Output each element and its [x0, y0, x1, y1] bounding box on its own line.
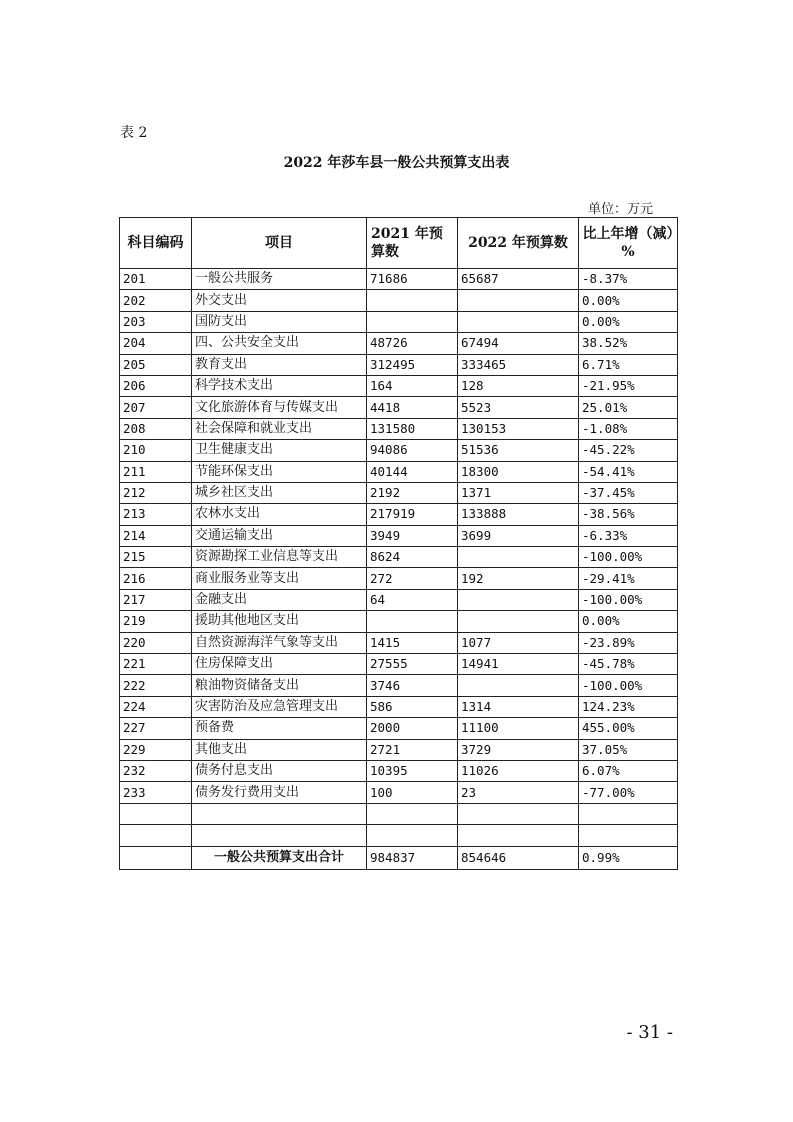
budget-2021-cell: 2000 — [367, 718, 458, 739]
budget-2022-cell: 51536 — [458, 440, 579, 461]
budget-2021-cell: 64 — [367, 589, 458, 610]
table-row — [120, 525, 678, 546]
change-cell: -29.41% — [579, 568, 678, 589]
budget-2021-cell: 10395 — [367, 760, 458, 781]
item-cell — [192, 825, 367, 846]
total-code-cell — [120, 846, 192, 869]
budget-2022-cell — [458, 803, 579, 824]
table-row — [120, 739, 678, 760]
total-2022: 854646 — [458, 846, 579, 869]
budget-2022-cell: 333465 — [458, 354, 579, 375]
code-cell: 205 — [120, 354, 192, 375]
code-cell — [120, 825, 192, 846]
code-cell: 216 — [120, 568, 192, 589]
code-cell: 206 — [120, 375, 192, 396]
change-cell: 37.05% — [579, 739, 678, 760]
budget-2021-cell: 94086 — [367, 440, 458, 461]
change-cell — [579, 825, 678, 846]
change-cell: -100.00% — [579, 547, 678, 568]
budget-2022-cell: 128 — [458, 375, 579, 396]
change-cell: 38.52% — [579, 333, 678, 354]
item-cell: 文化旅游体育与传媒支出 — [192, 397, 367, 418]
table-row — [120, 547, 678, 568]
item-cell: 农林水支出 — [192, 504, 367, 525]
code-cell: 227 — [120, 718, 192, 739]
budget-2021-cell: 1415 — [367, 632, 458, 653]
item-cell: 债务付息支出 — [192, 760, 367, 781]
code-cell: 213 — [120, 504, 192, 525]
change-cell: -45.78% — [579, 654, 678, 675]
change-cell: -54.41% — [579, 461, 678, 482]
total-2021: 984837 — [367, 846, 458, 869]
table-label: 表 2 — [120, 125, 148, 141]
budget-2021-cell: 2192 — [367, 482, 458, 503]
code-cell: 201 — [120, 269, 192, 290]
item-cell: 金融支出 — [192, 589, 367, 610]
change-cell: -37.45% — [579, 482, 678, 503]
item-cell: 住房保障支出 — [192, 654, 367, 675]
budget-2021-cell: 164 — [367, 375, 458, 396]
col-header-item: 项目 — [192, 218, 367, 269]
table-row — [120, 440, 678, 461]
budget-2021-cell: 8624 — [367, 547, 458, 568]
table-row — [120, 333, 678, 354]
budget-2022-cell: 5523 — [458, 397, 579, 418]
item-cell: 教育支出 — [192, 354, 367, 375]
item-cell: 债务发行费用支出 — [192, 782, 367, 803]
col-header-code: 科目编码 — [120, 218, 192, 269]
item-cell: 其他支出 — [192, 739, 367, 760]
code-cell: 232 — [120, 760, 192, 781]
code-cell: 217 — [120, 589, 192, 610]
budget-2022-cell — [458, 589, 579, 610]
table-row — [120, 418, 678, 439]
page-number: - 31 - — [626, 1022, 673, 1043]
item-cell: 四、公共安全支出 — [192, 333, 367, 354]
table-row — [120, 675, 678, 696]
budget-2022-cell: 11026 — [458, 760, 579, 781]
change-cell: 455.00% — [579, 718, 678, 739]
budget-2021-cell — [367, 803, 458, 824]
change-cell: -21.95% — [579, 375, 678, 396]
change-cell: 0.00% — [579, 290, 678, 311]
code-cell: 229 — [120, 739, 192, 760]
budget-2022-cell: 14941 — [458, 654, 579, 675]
table-row — [120, 311, 678, 332]
code-cell: 214 — [120, 525, 192, 546]
table-row — [120, 803, 678, 824]
unit-label: 单位：万元 — [587, 202, 653, 217]
code-cell: 203 — [120, 311, 192, 332]
code-cell: 215 — [120, 547, 192, 568]
item-cell — [192, 803, 367, 824]
table-row — [120, 825, 678, 846]
budget-2021-cell — [367, 611, 458, 632]
item-cell: 科学技术支出 — [192, 375, 367, 396]
code-cell: 219 — [120, 611, 192, 632]
change-cell: -38.56% — [579, 504, 678, 525]
item-cell: 自然资源海洋气象等支出 — [192, 632, 367, 653]
budget-2022-cell — [458, 547, 579, 568]
change-cell: -23.89% — [579, 632, 678, 653]
code-cell: 210 — [120, 440, 192, 461]
budget-2022-cell: 133888 — [458, 504, 579, 525]
table-row — [120, 782, 678, 803]
table-row — [120, 269, 678, 290]
item-cell: 节能环保支出 — [192, 461, 367, 482]
item-cell: 灾害防治及应急管理支出 — [192, 696, 367, 717]
col-header-2021: 2021 年预算数 — [367, 218, 458, 269]
budget-2022-cell: 130153 — [458, 418, 579, 439]
table-row — [120, 375, 678, 396]
table-row — [120, 611, 678, 632]
total-change: 0.99% — [579, 846, 678, 869]
budget-2022-cell — [458, 825, 579, 846]
budget-2021-cell: 312495 — [367, 354, 458, 375]
code-cell: 202 — [120, 290, 192, 311]
budget-2021-cell: 3746 — [367, 675, 458, 696]
table-row — [120, 632, 678, 653]
budget-2021-cell: 4418 — [367, 397, 458, 418]
change-cell: -8.37% — [579, 269, 678, 290]
code-cell: 222 — [120, 675, 192, 696]
change-cell: -1.08% — [579, 418, 678, 439]
change-cell: 0.00% — [579, 611, 678, 632]
col-header-2022: 2022 年预算数 — [458, 218, 579, 269]
budget-2022-cell: 1077 — [458, 632, 579, 653]
budget-2022-cell: 67494 — [458, 333, 579, 354]
budget-2021-cell: 71686 — [367, 269, 458, 290]
col-header-change: 比上年增（减）% — [579, 218, 678, 269]
budget-2022-cell: 1371 — [458, 482, 579, 503]
table-row — [120, 589, 678, 610]
item-cell: 外交支出 — [192, 290, 367, 311]
budget-table — [119, 217, 678, 870]
budget-2022-cell: 11100 — [458, 718, 579, 739]
change-cell: -100.00% — [579, 675, 678, 696]
change-cell: -100.00% — [579, 589, 678, 610]
item-cell: 粮油物资储备支出 — [192, 675, 367, 696]
budget-2022-cell: 192 — [458, 568, 579, 589]
total-row — [120, 846, 678, 869]
budget-2021-cell — [367, 825, 458, 846]
change-cell: 6.71% — [579, 354, 678, 375]
item-cell: 预备费 — [192, 718, 367, 739]
budget-2022-cell: 23 — [458, 782, 579, 803]
header-row — [120, 218, 678, 269]
budget-2021-cell: 272 — [367, 568, 458, 589]
code-cell: 204 — [120, 333, 192, 354]
code-cell — [120, 803, 192, 824]
total-label: 一般公共预算支出合计 — [192, 846, 367, 869]
budget-2021-cell: 27555 — [367, 654, 458, 675]
item-cell: 国防支出 — [192, 311, 367, 332]
change-cell — [579, 803, 678, 824]
budget-2022-cell — [458, 675, 579, 696]
budget-2021-cell: 217919 — [367, 504, 458, 525]
budget-2021-cell: 100 — [367, 782, 458, 803]
budget-2022-cell: 1314 — [458, 696, 579, 717]
change-cell: 25.01% — [579, 397, 678, 418]
change-cell: 124.23% — [579, 696, 678, 717]
change-cell: -6.33% — [579, 525, 678, 546]
table-row — [120, 718, 678, 739]
code-cell: 211 — [120, 461, 192, 482]
budget-2021-cell: 48726 — [367, 333, 458, 354]
table-row — [120, 654, 678, 675]
change-cell: -45.22% — [579, 440, 678, 461]
item-cell: 交通运输支出 — [192, 525, 367, 546]
budget-2022-cell — [458, 290, 579, 311]
table-row — [120, 354, 678, 375]
budget-2021-cell: 131580 — [367, 418, 458, 439]
budget-2022-cell — [458, 311, 579, 332]
table-row — [120, 504, 678, 525]
code-cell: 224 — [120, 696, 192, 717]
item-cell: 资源勘探工业信息等支出 — [192, 547, 367, 568]
table-body — [120, 269, 678, 847]
item-cell: 社会保障和就业支出 — [192, 418, 367, 439]
item-cell: 一般公共服务 — [192, 269, 367, 290]
budget-2022-cell: 18300 — [458, 461, 579, 482]
item-cell: 城乡社区支出 — [192, 482, 367, 503]
code-cell: 212 — [120, 482, 192, 503]
table-row — [120, 290, 678, 311]
budget-2022-cell: 65687 — [458, 269, 579, 290]
table-row — [120, 760, 678, 781]
budget-2021-cell — [367, 290, 458, 311]
budget-2021-cell: 586 — [367, 696, 458, 717]
table-row — [120, 461, 678, 482]
change-cell: 0.00% — [579, 311, 678, 332]
code-cell: 208 — [120, 418, 192, 439]
change-cell: 6.07% — [579, 760, 678, 781]
table-row — [120, 568, 678, 589]
budget-2022-cell: 3729 — [458, 739, 579, 760]
budget-2021-cell: 40144 — [367, 461, 458, 482]
table-row — [120, 696, 678, 717]
table-row — [120, 482, 678, 503]
table-row — [120, 397, 678, 418]
item-cell: 援助其他地区支出 — [192, 611, 367, 632]
code-cell: 221 — [120, 654, 192, 675]
code-cell: 233 — [120, 782, 192, 803]
budget-2021-cell: 3949 — [367, 525, 458, 546]
code-cell: 207 — [120, 397, 192, 418]
item-cell: 商业服务业等支出 — [192, 568, 367, 589]
budget-2022-cell: 3699 — [458, 525, 579, 546]
change-cell: -77.00% — [579, 782, 678, 803]
item-cell: 卫生健康支出 — [192, 440, 367, 461]
code-cell: 220 — [120, 632, 192, 653]
budget-2021-cell — [367, 311, 458, 332]
budget-2021-cell: 2721 — [367, 739, 458, 760]
document-title: 2022 年莎车县一般公共预算支出表 — [283, 155, 510, 171]
budget-2022-cell — [458, 611, 579, 632]
